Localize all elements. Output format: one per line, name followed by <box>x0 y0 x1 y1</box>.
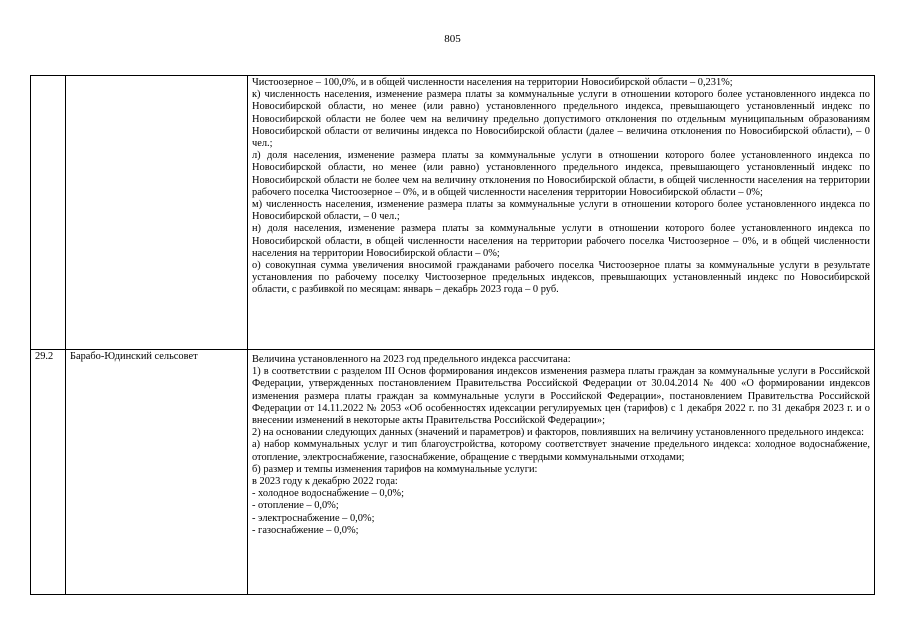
paragraph: о) совокупная сумма увеличения вносимой гражданами рабочего поселка Чистоозерное платы за коммунальные услуги в результате установления по рабочему поселку Чистоозерное предельных индексов, превышающих установленный индекс по Новосибирской области, с разбивкой по месяцам: январь – декабрь 2023 года – 0 руб. <box>252 260 870 296</box>
content-table <box>30 75 875 595</box>
paragraph: в 2023 году к декабрю 2022 года: <box>252 476 398 488</box>
paragraph: м) численность населения, изменение размера платы за коммунальные услуги в отношении которого более установленного индекса по Новосибирской области, – 0 чел.; <box>252 199 870 223</box>
municipality-name-cell <box>66 76 248 350</box>
row-number-cell <box>31 76 66 350</box>
paragraph: а) набор коммунальных услуг и тип благоустройства, которому соответствует значение предельного индекса: холодное водоснабжение, отопление, электроснабжение, газоснабжение, обращение с твердыми коммунальными отходами; <box>252 439 870 463</box>
paragraph: - электроснабжение – 0,0%; <box>252 512 375 524</box>
table-row <box>31 76 875 350</box>
paragraph: 2) на основании следующих данных (значений и параметров) и факторов, повлиявших на величину установленного предельного индекса: <box>252 427 865 439</box>
page-number: 805 <box>444 33 461 45</box>
paragraph: л) доля населения, изменение размера платы за коммунальные услуги в отношении которого более установленного индекса по Новосибирской области, но менее (или равно) установленного предельного индекса, превышающего установленный индекс по Новосибирской области не более чем на величину отклонения по Новосибирской области, в общей численности населения на территории рабочего поселка Чистоозерное – 0%, и в общей численности населения территории Новосибирской области – 0%; <box>252 150 870 198</box>
paragraph: 1) в соответствии с разделом III Основ формирования индексов изменения размера платы граждан за коммунальные услуги в Российской Федерации, утвержденных постановлением Правительства Российской Федерации от 30.04.2014 № 400 «О формировании индексов изменения размера платы граждан за коммунальные услуги в Российской Федерации», постановлением Правительства Российской Федерации от 14.11.2022 № 2053 «Об особенностях идексации регулируемых цен (тарифов) с 1 декабря 2022 г. по 31 декабря 2023 г. и о внесении изменений в некоторые акты Правительства Российской Федерации»; <box>252 366 870 427</box>
table-row <box>31 350 875 595</box>
paragraph: Чистоозерное – 100,0%, и в общей численности населения на территории Новосибирской области – 0,231%; <box>252 77 733 88</box>
paragraph: - отопление – 0,0%; <box>252 500 339 512</box>
paragraph: - холодное водоснабжение – 0,0%; <box>252 488 404 500</box>
paragraph: б) размер и темпы изменения тарифов на коммунальные услуги: <box>252 463 538 475</box>
paragraph: н) доля населения, изменение размера платы за коммунальные услуги в отношении которого более установленного индекса по Новосибирской области, в общей численности населения на территории рабочего поселка Чистоозерное – 0%, и в общей численности населения на территории Новосибирской области – 0%; <box>252 223 870 259</box>
paragraph: Величина установленного на 2023 год предельного индекса рассчитана: <box>252 354 571 365</box>
description-cell <box>248 76 875 350</box>
row-number-cell: 29.2 <box>31 350 66 595</box>
paragraph: - газоснабжение – 0,0%; <box>252 524 359 536</box>
municipality-name-cell: Барабо-Юдинский сельсовет <box>66 350 248 595</box>
description-cell <box>248 350 875 595</box>
paragraph: к) численность населения, изменение размера платы за коммунальные услуги в отношении которого более установленного индекса по Новосибирской области, но менее (или равно) установленного предельного индекса, превышающего установленный индекс по Новосибирской области не более чем на величину предельно допустимого отклонения по отдельным муниципальным образованиям Новосибирской области от величины индекса по Новосибирской области (далее – величина отклонения по Новосибирской области), – 0 чел.; <box>252 89 870 150</box>
